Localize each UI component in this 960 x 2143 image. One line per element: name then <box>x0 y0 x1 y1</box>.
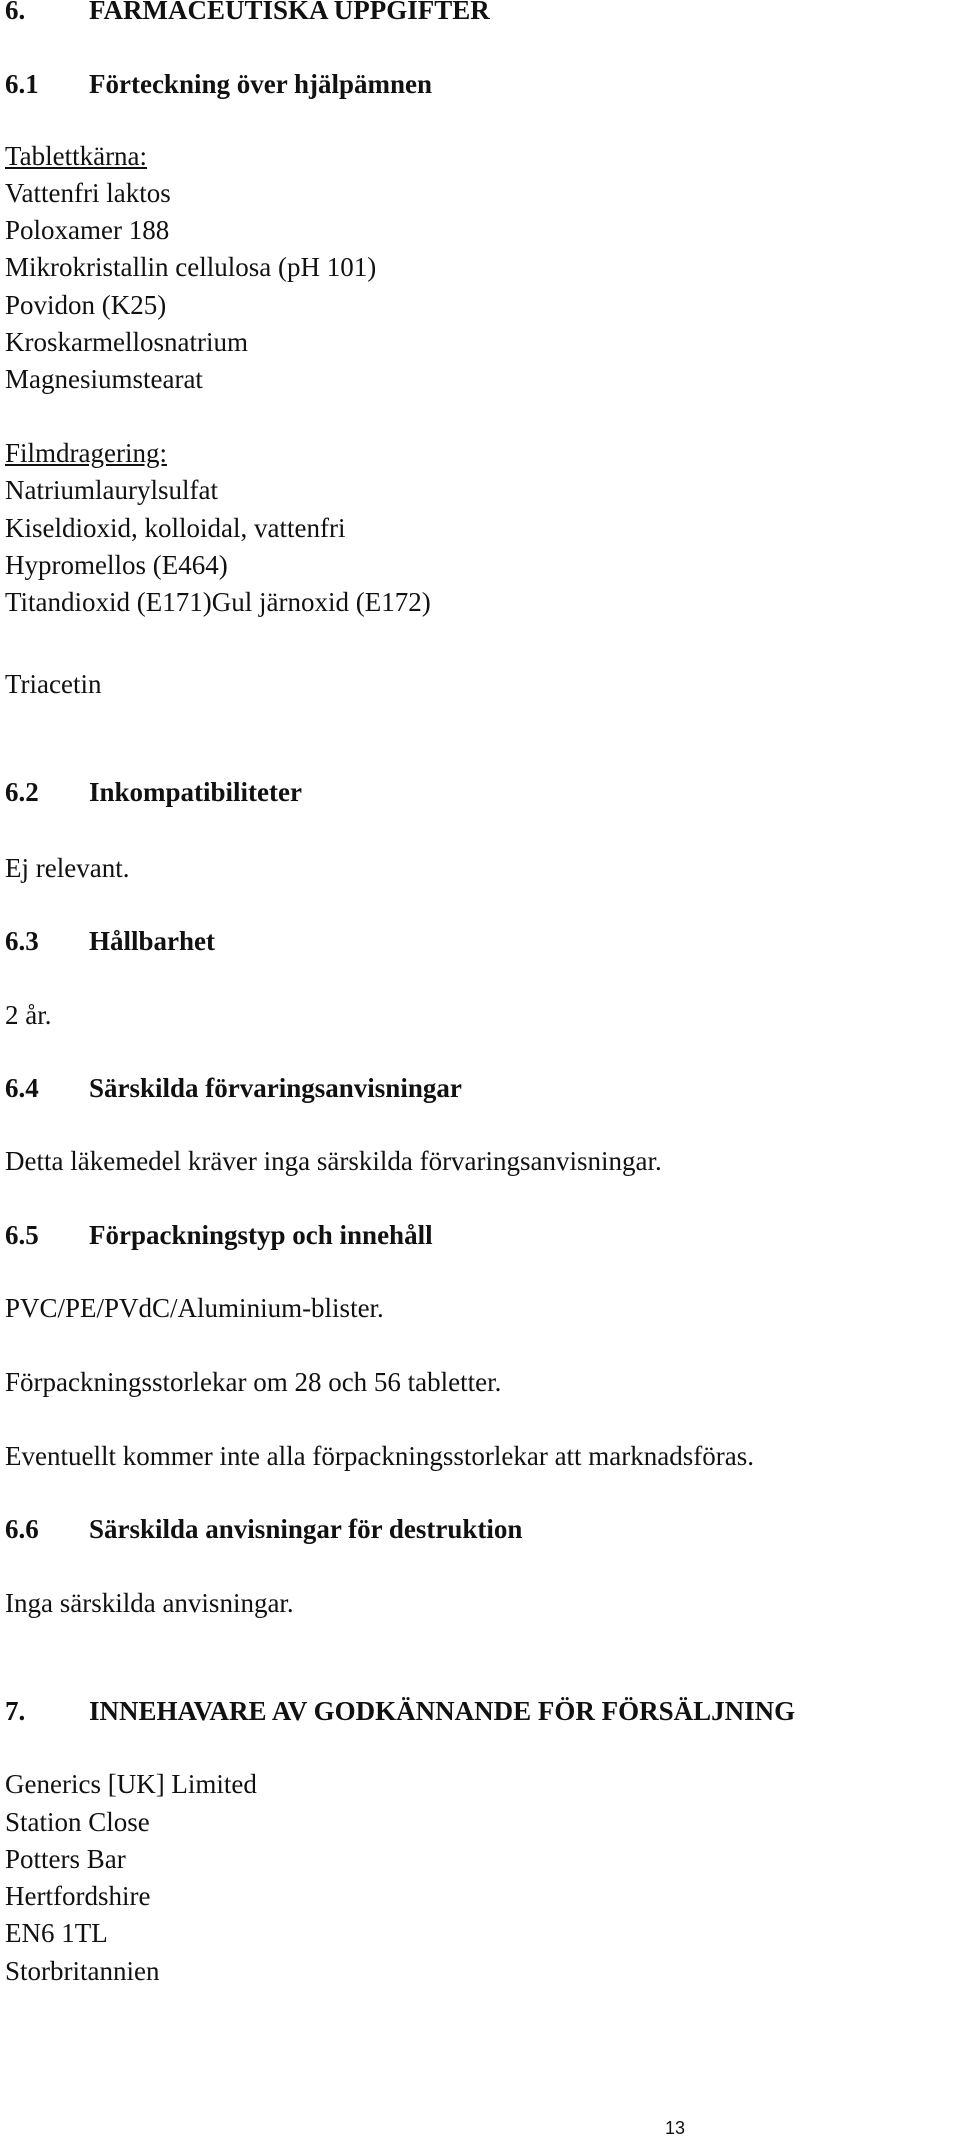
subsection-heading-6-6 <box>5 1513 522 1545</box>
subsection-number: 6.2 <box>5 777 39 807</box>
subsection-number: 6.1 <box>5 69 39 99</box>
subsection-heading-6-2 <box>5 776 302 808</box>
address-line: Hertfordshire <box>5 1881 151 1911</box>
section-heading-6 <box>5 0 490 26</box>
body-text: PVC/PE/PVdC/Aluminium-blister. <box>5 1293 384 1323</box>
body-text: Ej relevant. <box>5 853 130 883</box>
core-item: Poloxamer 188 <box>5 215 170 245</box>
address-line: EN6 1TL <box>5 1918 108 1948</box>
subsection-number: 6.5 <box>5 1220 39 1250</box>
subsection-title: Förteckning över hjälpämnen <box>89 69 432 99</box>
coating-item: Triacetin <box>5 669 102 699</box>
body-text: Förpackningsstorlekar om 28 och 56 tabletter. <box>5 1367 502 1397</box>
section-number: 7. <box>5 1696 26 1726</box>
section-title: INNEHAVARE AV GODKÄNNANDE FÖR FÖRSÄLJNING <box>89 1696 796 1726</box>
subsection-title: Förpackningstyp och innehåll <box>89 1220 433 1250</box>
core-item: Povidon (K25) <box>5 290 167 320</box>
coating-item: Hypromellos (E464) <box>5 550 228 580</box>
core-item: Mikrokristallin cellulosa (pH 101) <box>5 252 377 282</box>
core-item: Magnesiumstearat <box>5 364 203 394</box>
address-line: Storbritannien <box>5 1956 160 1986</box>
body-text: Detta läkemedel kräver inga särskilda förvaringsanvisningar. <box>5 1146 662 1176</box>
subsection-number: 6.4 <box>5 1073 39 1103</box>
subsection-heading-6-1 <box>5 68 432 100</box>
page-number: 13 <box>665 2118 686 2138</box>
coating-item: Titandioxid (E171)Gul järnoxid (E172) <box>5 587 431 617</box>
address-line: Potters Bar <box>5 1844 126 1874</box>
section-number: 6. <box>5 0 26 25</box>
body-text: Eventuellt kommer inte alla förpackningsstorlekar att marknadsföras. <box>5 1441 754 1471</box>
address-line: Generics [UK] Limited <box>5 1769 257 1799</box>
body-text: 2 år. <box>5 1000 52 1030</box>
subsection-title: Särskilda anvisningar för destruktion <box>89 1514 523 1544</box>
core-item: Kroskarmellosnatrium <box>5 327 248 357</box>
subsection-number: 6.6 <box>5 1514 39 1544</box>
section-title: FARMACEUTISKA UPPGIFTER <box>89 0 490 25</box>
body-text: Inga särskilda anvisningar. <box>5 1588 294 1618</box>
subsection-number: 6.3 <box>5 926 39 956</box>
coating-item: Natriumlaurylsulfat <box>5 475 218 505</box>
subsection-heading-6-4 <box>5 1072 462 1104</box>
core-item: Vattenfri laktos <box>5 178 171 208</box>
subsection-title: Inkompatibiliteter <box>89 777 302 807</box>
coating-heading: Filmdragering: <box>5 438 167 468</box>
coating-item: Kiseldioxid, kolloidal, vattenfri <box>5 513 346 543</box>
address-line: Station Close <box>5 1807 150 1837</box>
subsection-title: Särskilda förvaringsanvisningar <box>89 1073 462 1103</box>
subsection-heading-6-5 <box>5 1219 433 1251</box>
core-heading: Tablettkärna: <box>5 141 148 171</box>
section-heading-7 <box>5 1695 795 1727</box>
subsection-heading-6-3 <box>5 925 215 957</box>
subsection-title: Hållbarhet <box>89 926 215 956</box>
